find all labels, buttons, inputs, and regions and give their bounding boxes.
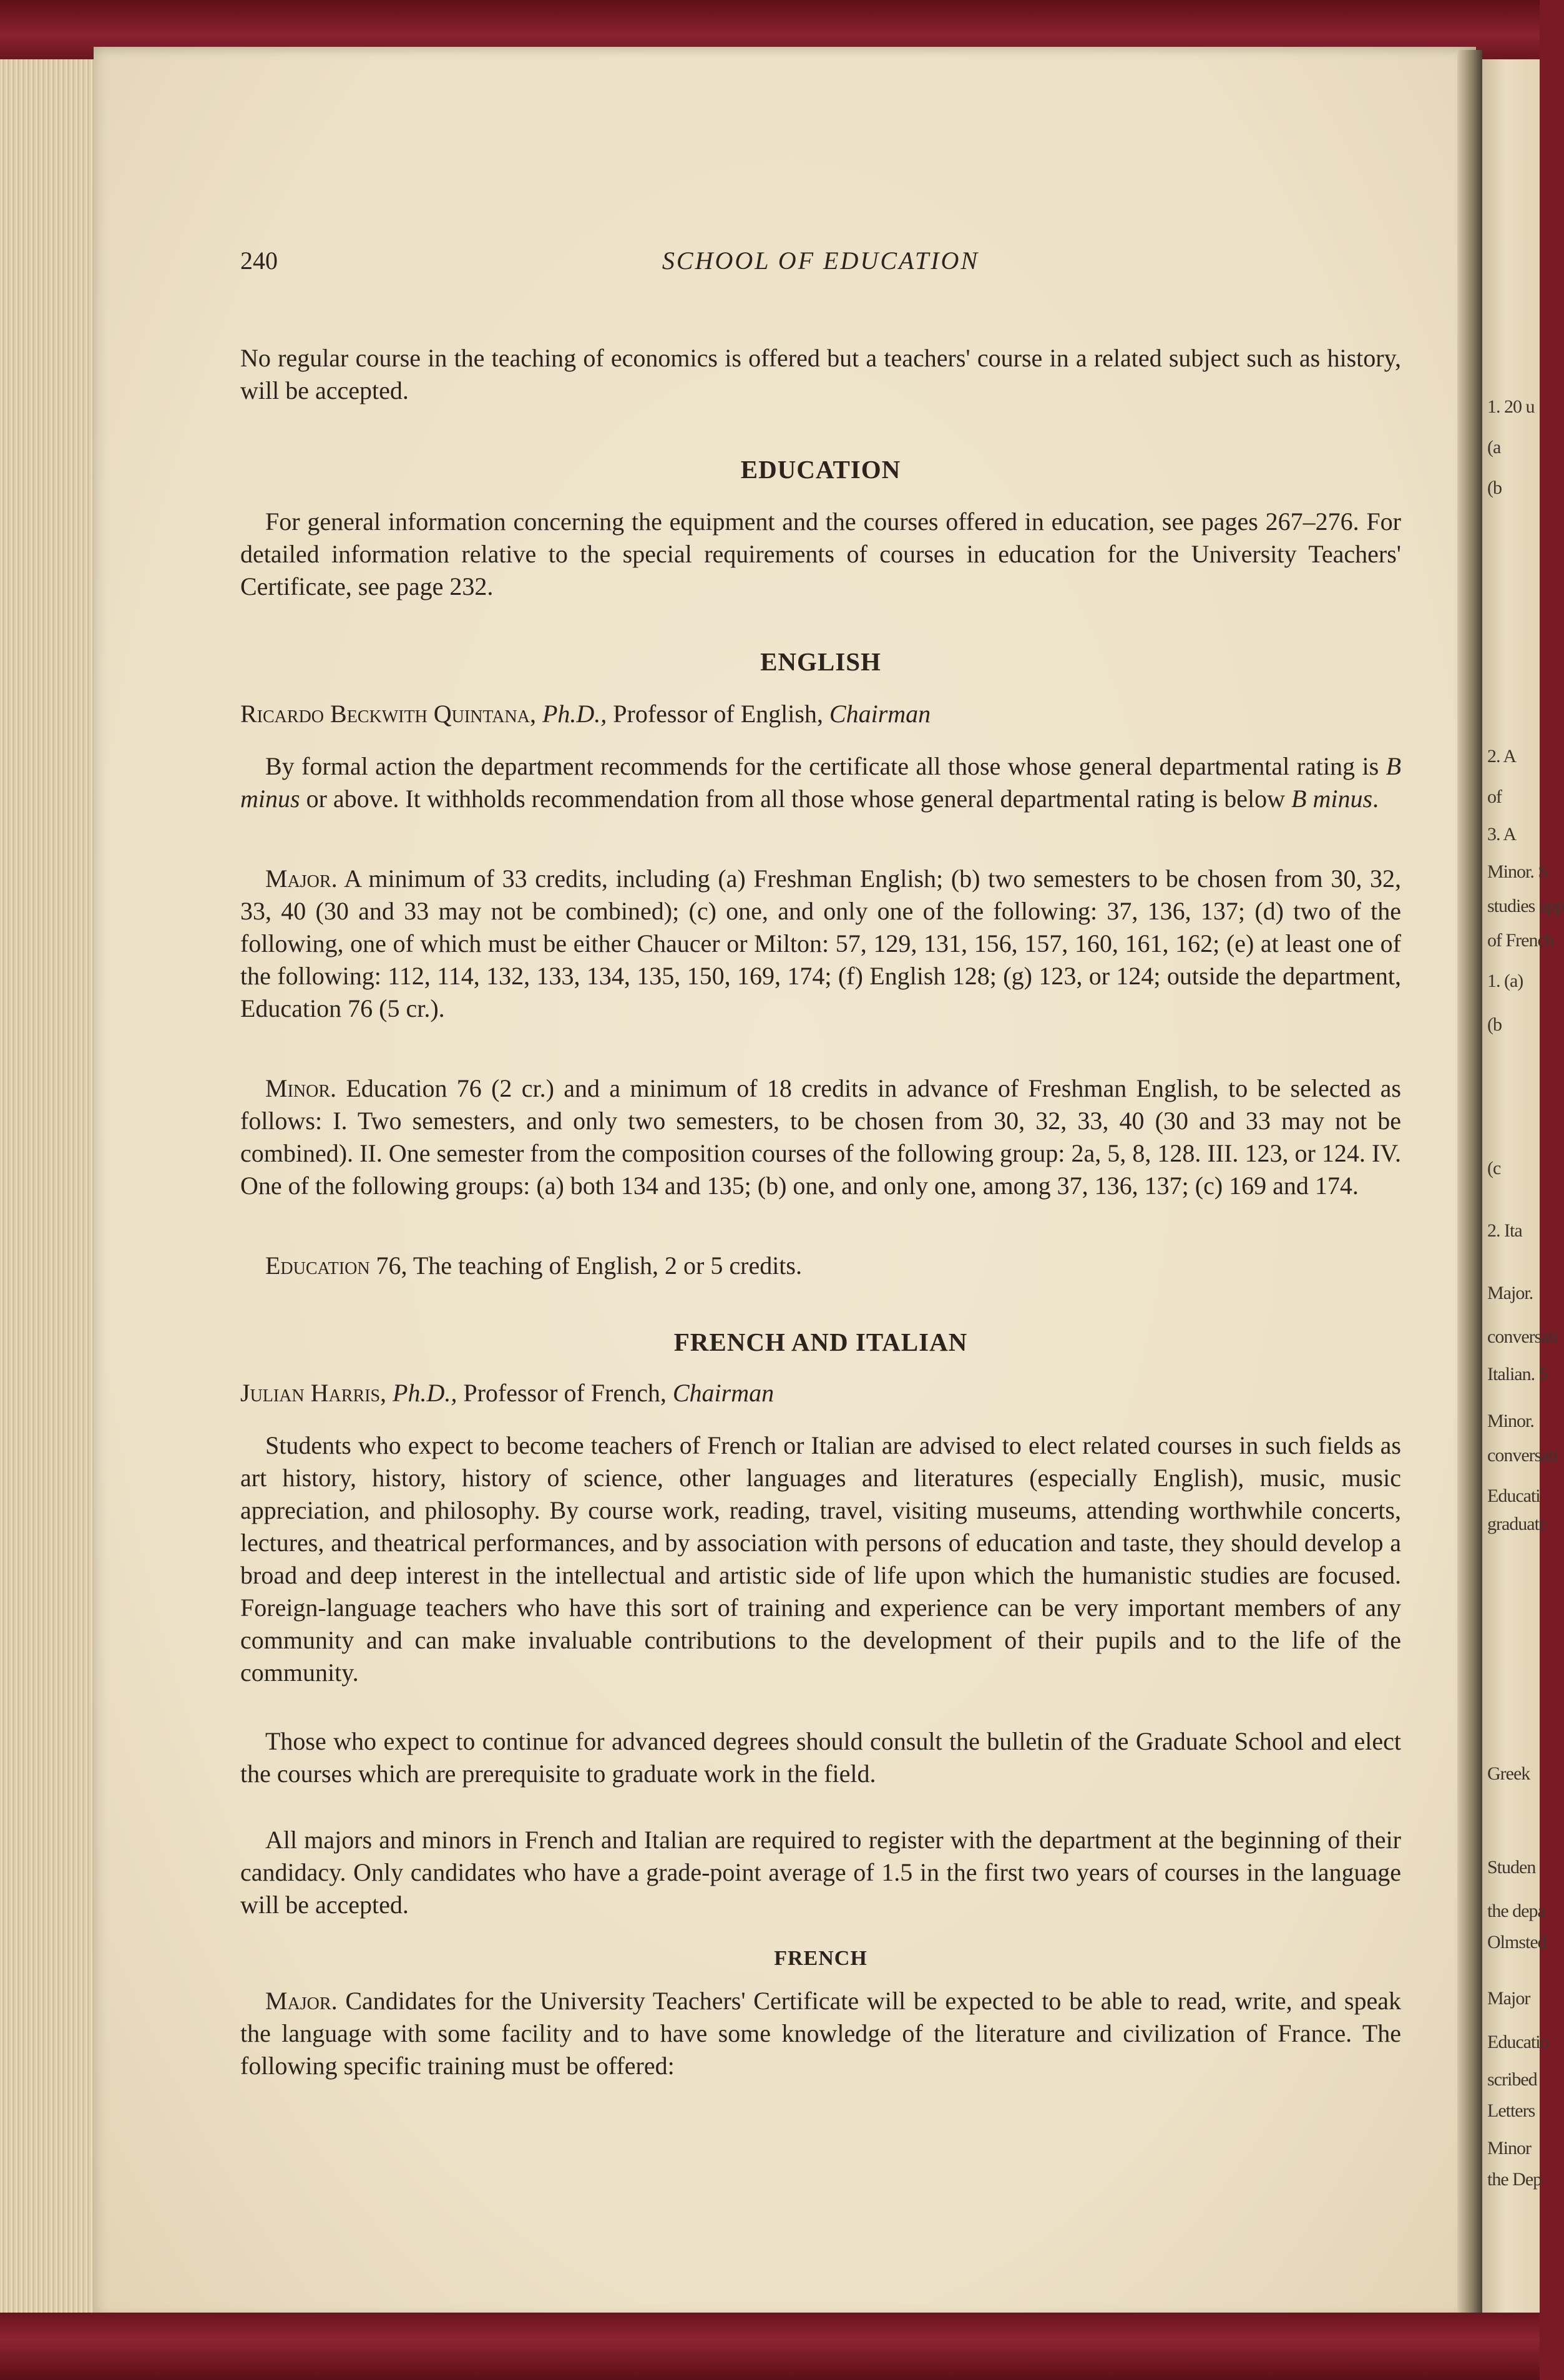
- facing-page-fragment: (b: [1487, 477, 1502, 498]
- english-intro-paragraph: [240, 750, 1401, 815]
- facing-page-fragment: Major: [1487, 1988, 1530, 2009]
- facing-page-fragment: 2. Ita: [1487, 1220, 1522, 1241]
- facing-page-fragment: scribed: [1487, 2069, 1537, 2090]
- running-head: [240, 245, 1401, 277]
- facing-page-fragment: Minor: [1487, 2138, 1531, 2158]
- facing-page-fragment: of French: [1487, 930, 1554, 951]
- facing-page-fragment: Letters: [1487, 2100, 1535, 2121]
- facing-page-fragment: the Dep: [1487, 2169, 1542, 2190]
- section-heading-french-italian: FRENCH AND ITALIAN: [673, 1328, 968, 1356]
- intro-paragraph: No regular course in the teaching of economics is offered but a teachers' course in a related subject such as history, will be accepted.: [240, 344, 1401, 404]
- facing-page-fragment: Minor. S: [1487, 861, 1548, 882]
- facing-page-fragment: 2. A: [1487, 746, 1517, 766]
- education-label: Education: [265, 1251, 370, 1280]
- facing-page-fragment: Educati: [1487, 1486, 1540, 1506]
- section-heading-english: ENGLISH: [760, 647, 881, 676]
- facing-page-fragment: (a: [1487, 437, 1501, 458]
- subheading-french: FRENCH: [774, 1947, 868, 1970]
- facing-page-fragment: (b: [1487, 1014, 1502, 1035]
- minor-text: Education 76 (2 cr.) and a minimum of 18 credits in advance of Freshman English, to be selected as follows: I. Two semesters, and only two semesters, to be chosen from 30, 32, 33, 40 (30 and 33 may not be combined). II. One semester from the composition courses of the following group: 2a, 5, 8, 128. III. 123, or 124. IV. One of the following groups: (a) both 134 and 135; (b) one, and only one, among 37, 136, 137; (c) 169 and 174.: [240, 1074, 1401, 1200]
- facing-page-fragment: (c: [1487, 1158, 1501, 1178]
- major-label: Major.: [265, 1987, 338, 2015]
- faculty-degree: Ph.D.,: [542, 700, 607, 728]
- faculty-title: Professor of French,: [463, 1379, 667, 1407]
- facing-page-fragment: graduate: [1487, 1514, 1547, 1534]
- facing-page-edge: [1482, 59, 1564, 2313]
- faculty-name: Julian Harris,: [240, 1379, 387, 1407]
- education-course-text: 76, The teaching of English, 2 or 5 credits.: [376, 1251, 802, 1280]
- facing-page-fragment: Educatio: [1487, 2032, 1549, 2052]
- french-chairman-line: [240, 1377, 1401, 1409]
- english-major-paragraph: [240, 863, 1401, 1025]
- section-heading-education: EDUCATION: [740, 455, 901, 484]
- grade-b-minus: B minus: [240, 752, 1401, 813]
- french-italian-paragraph-3: All majors and minors in French and Italian are required to register with the department at the beginning of their candidacy. Only candidates who have a grade-point average of 1.5 in the first two years of courses in the language will be accepted.: [240, 1826, 1401, 1919]
- grade-b-minus: B minus: [1291, 785, 1373, 813]
- english-minor-paragraph: [240, 1072, 1401, 1202]
- education-paragraph: For general information concerning the equipment and the courses offered in education, see pages 267–276. For detailed information relative to the special requirements of courses in education for the University Teachers' Certificate, see page 232.: [240, 507, 1401, 600]
- running-title: SCHOOL OF EDUCATION: [662, 247, 980, 275]
- facing-page-fragment: Minor.: [1487, 1411, 1534, 1431]
- english-education-course: [240, 1250, 1401, 1282]
- faculty-title: Professor of English,: [613, 700, 823, 728]
- page-number: 240: [240, 247, 278, 275]
- faculty-name: Ricardo Beckwith Quintana,: [240, 700, 536, 728]
- french-italian-paragraph-2: Those who expect to continue for advanced degrees should consult the bulletin of the Graduate School and elect the courses which are prerequisite to graduate work in the field.: [240, 1727, 1401, 1788]
- english-intro-text: By formal action the department recommends for the certificate all those whose general departmental rating is: [265, 752, 1386, 780]
- facing-page-fragment: conversati: [1487, 1445, 1558, 1466]
- facing-page-fragment: 3. A: [1487, 824, 1517, 845]
- page-stack-edge: [0, 59, 94, 2313]
- french-major-paragraph: [240, 1985, 1401, 2082]
- book-cover-bottom-edge: [0, 2313, 1540, 2380]
- book-gutter: [1457, 50, 1482, 2316]
- facing-page-fragment: 1. (a): [1487, 971, 1523, 991]
- minor-label: Minor.: [265, 1074, 337, 1102]
- major-text: A minimum of 33 credits, including (a) Freshman English; (b) two semesters to be chosen from 30, 32, 33, 40 (30 and 33 may not be combined); (c) one, and only one of the following: 37, 136, 137; (d) two of the following, one of which must be either Chaucer or Milton: 57, 129, 131, 156, 157, 160, 161, 162; (e) at least one of the following: 112, 114, 132, 133, 134, 135, 150, 169, 174; (f) English 128; (g) 123, or 124; outside the department, Education 76 (5 cr.).: [240, 864, 1401, 1022]
- facing-page-fragment: the depa: [1487, 1901, 1545, 1921]
- faculty-role: Chairman: [672, 1379, 775, 1407]
- facing-page-fragment: Italian. 5: [1487, 1364, 1548, 1384]
- facing-page-fragment: Greek: [1487, 1763, 1530, 1784]
- facing-page-fragment: of: [1487, 786, 1502, 807]
- facing-page-fragment: studies app: [1487, 896, 1564, 916]
- facing-page-fragment: 1. 20 u: [1487, 396, 1535, 417]
- facing-page-fragment: Major.: [1487, 1283, 1533, 1303]
- facing-page-fragment: conversati: [1487, 1326, 1558, 1347]
- facing-page-fragment: Olmsted: [1487, 1932, 1547, 1952]
- english-intro-text: .: [1372, 785, 1379, 813]
- faculty-degree: Ph.D.,: [393, 1379, 457, 1407]
- french-italian-paragraph-1: Students who expect to become teachers of French or Italian are advised to elect related courses in such fields as art history, history, history of science, other languages and literatures (especially English), music, music appreciation, and philosophy. By course work, reading, travel, visiting museums, attending worthwhile concerts, lectures, and theatrical performances, and by association with persons of education and taste, they should develop a broad and deep interest in the intellectual and artistic side of life upon which the humanistic studies are focused. Foreign-language teachers who have this sort of training and experience can be very important members of any community and can make invaluable contributions to the development of their pupils and to the life of the community.: [240, 1431, 1401, 1687]
- faculty-role: Chairman: [829, 700, 931, 728]
- major-label: Major.: [265, 864, 338, 893]
- major-text: Candidates for the University Teachers' Certificate will be expected to be able to read, write, and speak the language with some facility and to have some knowledge of the literature and civilization of France. The following specific training must be offered:: [240, 1987, 1402, 2080]
- english-intro-text: or above. It withholds recommendation from all those whose general departmental rating is below: [300, 785, 1292, 813]
- facing-page-fragment: Studen: [1487, 1857, 1536, 1878]
- english-chairman-line: [240, 698, 1401, 730]
